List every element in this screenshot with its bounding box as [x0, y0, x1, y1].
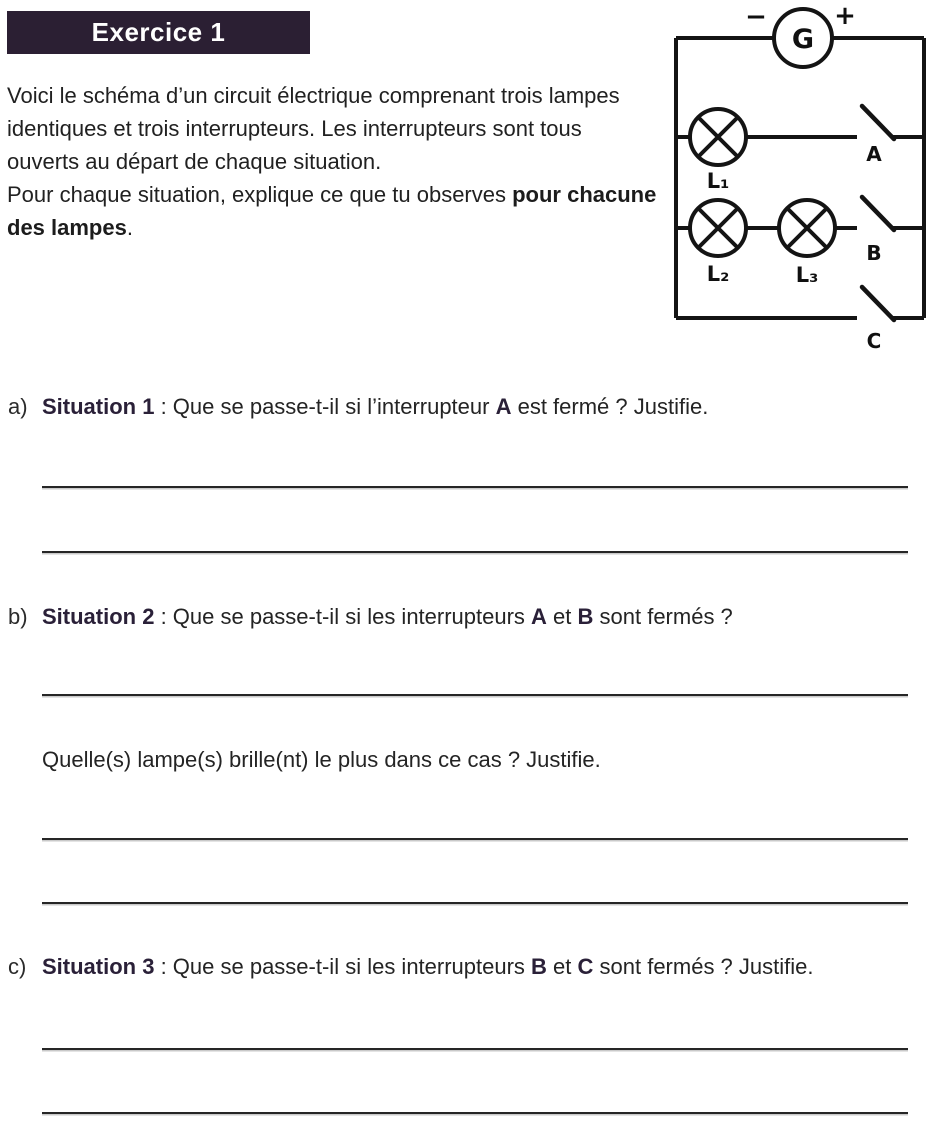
- intro-sentence-2: Pour chaque situation, explique ce que tu observes: [7, 182, 513, 207]
- lamp-l3-label: L₃: [795, 263, 819, 287]
- question-a-letter: a): [8, 394, 28, 419]
- question-b-letter: b): [8, 604, 28, 629]
- question-c-switch-ref-2: C: [577, 954, 594, 979]
- question-a-text-1: : Que se passe-t-il si l’interrupteur: [154, 394, 496, 419]
- lamp-l1-label: L₁: [706, 169, 730, 193]
- switch-a-blade: [862, 106, 894, 139]
- question-c-text-2: et: [546, 954, 578, 979]
- question-b-switch-ref-1: A: [531, 604, 547, 629]
- minus-terminal-label: −: [745, 2, 767, 32]
- switch-c-label: C: [866, 329, 882, 353]
- question-c-letter: c): [8, 954, 27, 979]
- question-c-text-1: : Que se passe-t-il si les interrupteurs: [154, 954, 532, 979]
- switch-b-label: B: [866, 241, 882, 265]
- intro-sentence-1: Voici le schéma d’un circuit électrique comprenant trois lampes identiques et trois interrupteurs. Les interrupteurs sont tous ouverts au départ de chaque situation.: [7, 83, 620, 174]
- generator-label: G: [791, 24, 815, 55]
- switch-a-label: A: [866, 142, 882, 166]
- answer-line: [42, 1048, 908, 1050]
- question-b-text-2: et: [546, 604, 578, 629]
- intro-sentence-2-end: .: [126, 215, 133, 240]
- circuit-diagram: [653, 0, 937, 356]
- question-a-situation-label: Situation 1: [42, 394, 155, 419]
- intro-paragraph: [7, 79, 659, 244]
- generator: [745, 1, 856, 67]
- question-b-situation-label: Situation 2: [42, 604, 155, 629]
- switch-c-blade: [862, 287, 894, 320]
- question-c-situation-label: Situation 3: [42, 954, 155, 979]
- intro-bold-phrase: pour chacune des lampes: [7, 182, 657, 240]
- exercise-title-badge: [7, 11, 310, 54]
- question-c-switch-ref-1: B: [531, 954, 547, 979]
- switch-b-blade: [862, 197, 894, 230]
- question-c-text-3: sont fermés ? Justifie.: [593, 954, 814, 979]
- question-b-text-1: : Que se passe-t-il si les interrupteurs: [154, 604, 532, 629]
- question-b: [8, 604, 928, 630]
- lamp-l1: [690, 109, 746, 165]
- question-a: [8, 394, 928, 420]
- exercise-title: Exercice 1: [91, 17, 226, 47]
- question-a-text-2: est fermé ? Justifie.: [511, 394, 709, 419]
- question-b-followup: Quelle(s) lampe(s) brille(nt) le plus dans ce cas ? Justifie.: [42, 747, 601, 772]
- answer-line: [42, 902, 908, 904]
- question-b-switch-ref-2: B: [577, 604, 594, 629]
- switch-a: [862, 106, 894, 166]
- question-a-switch-ref: A: [495, 394, 512, 419]
- question-b-text-3: sont fermés ?: [593, 604, 733, 629]
- switch-c: [862, 287, 894, 353]
- lamp-l3: [779, 200, 835, 256]
- answer-line: [42, 486, 908, 488]
- answer-line: [42, 1112, 908, 1114]
- lamp-l2-label: L₂: [706, 262, 730, 286]
- answer-line: [42, 694, 908, 696]
- lamp-l2: [690, 200, 746, 256]
- plus-terminal-label: +: [834, 1, 856, 31]
- question-c: [8, 954, 928, 980]
- answer-line: [42, 551, 908, 553]
- answer-line: [42, 838, 908, 840]
- switch-b: [862, 197, 894, 265]
